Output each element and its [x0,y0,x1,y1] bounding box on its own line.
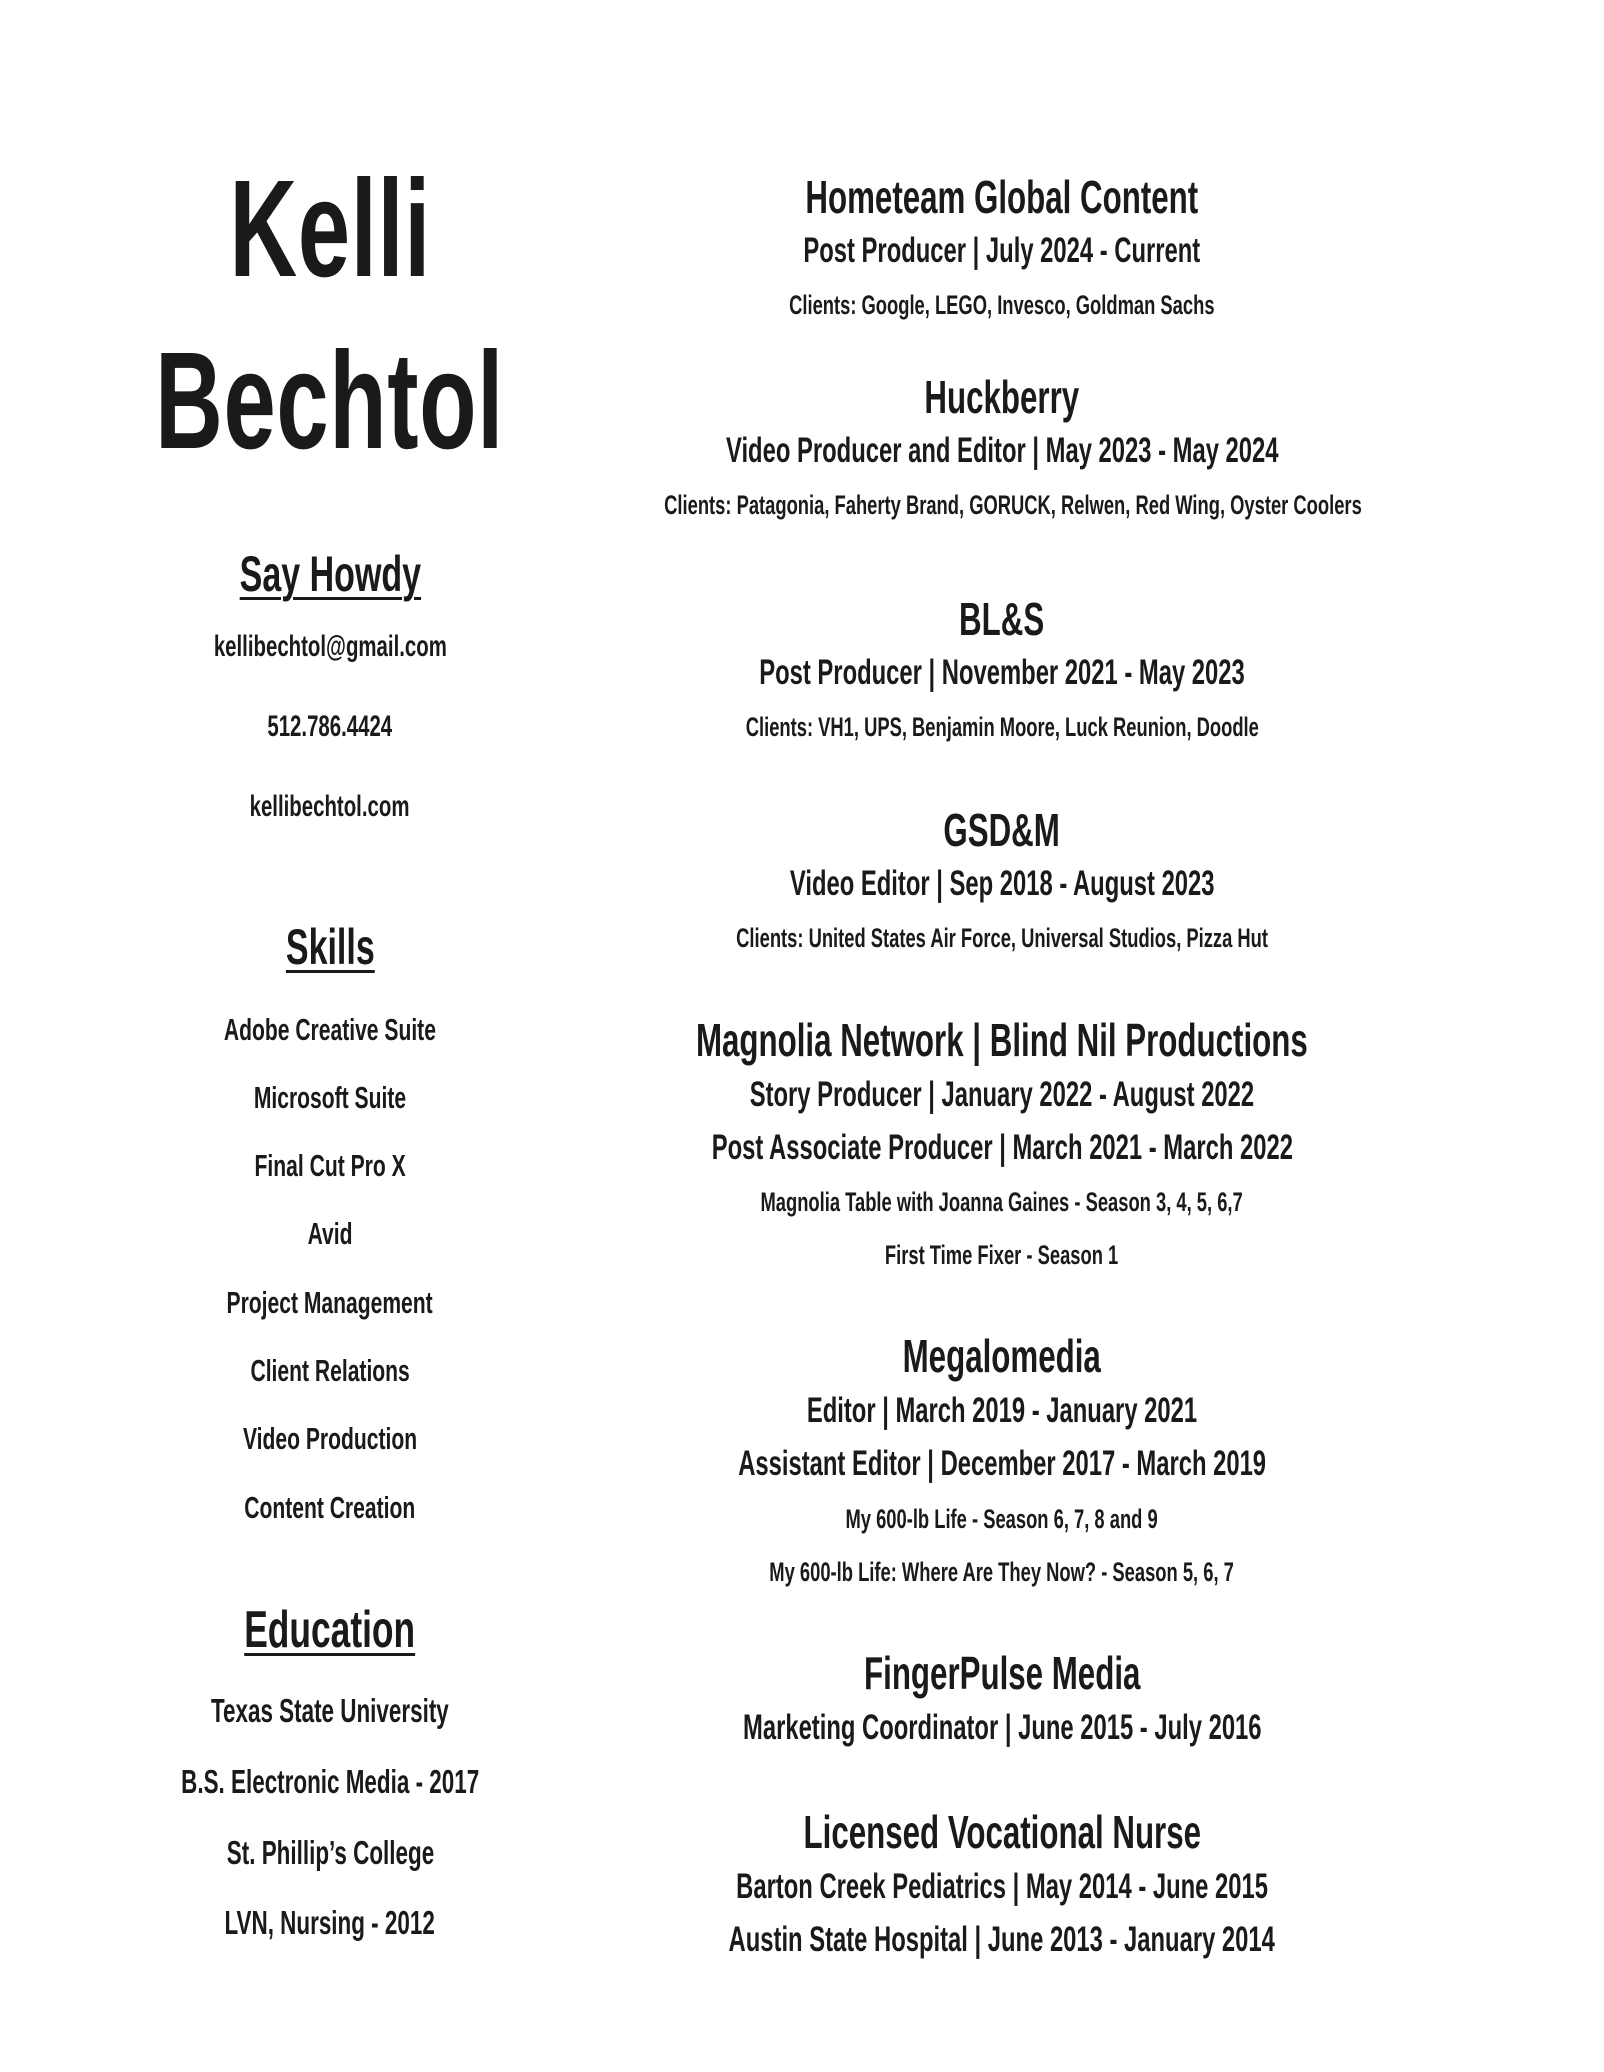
company-name: Megalomedia [902,1330,1102,1382]
company-name: Magnolia Network | Blind Nil Productions [696,1014,1308,1066]
skill-item: Microsoft Suite [253,1080,407,1115]
education-item: B.S. Electronic Media - 2017 [180,1763,480,1800]
job-role: Editor | March 2019 - January 2021 [806,1391,1198,1430]
company-name: BL&S [959,593,1045,645]
education-item: St. Phillip’s College [226,1834,434,1871]
education-item: Texas State University [211,1692,449,1729]
company-name: FingerPulse Media [863,1647,1141,1699]
job-clients: Clients: Google, LEGO, Invesco, Goldman Sachs [789,290,1215,320]
company-name: Licensed Vocational Nurse [803,1806,1201,1858]
company-name: GSD&M [943,804,1061,856]
job-role: Video Editor | Sep 2018 - August 2023 [789,864,1215,903]
website-link[interactable]: kellibechtol.com [250,790,410,823]
job-clients: Clients: Patagonia, Faherty Brand, GORUCK, Relwen, Red Wing, Oyster Coolers [664,490,1362,520]
skill-item: Adobe Creative Suite [223,1012,437,1047]
company-name: Huckberry [924,371,1080,423]
job-role: Video Producer and Editor | May 2023 - May 2024 [725,431,1279,470]
skill-item: Client Relations [250,1353,410,1388]
show-credit: My 600-lb Life - Season 6, 7, 8 and 9 [845,1504,1159,1534]
job-role: Barton Creek Pediatrics | May 2014 - June 2015 [736,1867,1268,1906]
skill-item: Content Creation [244,1490,416,1525]
education-item: LVN, Nursing - 2012 [224,1904,436,1941]
job-role: Austin State Hospital | June 2013 - January 2014 [728,1920,1276,1959]
job-role: Assistant Editor | December 2017 - March 2019 [738,1444,1266,1483]
job-clients: Clients: VH1, UPS, Benjamin Moore, Luck Reunion, Doodle [745,712,1259,742]
email-link[interactable]: kellibechtol@gmail.com [213,630,447,663]
job-role: Post Producer | July 2024 - Current [803,231,1201,270]
skill-item: Video Production [242,1421,418,1456]
company-name: Hometeam Global Content [805,171,1199,223]
job-role: Story Producer | January 2022 - August 2022 [749,1075,1255,1114]
show-credit: Magnolia Table with Joanna Gaines - Season 3, 4, 5, 6,7 [760,1187,1244,1217]
contact-heading: Say Howdy [239,546,421,602]
education-heading: Education [244,1601,416,1659]
job-role: Post Associate Producer | March 2021 - March 2022 [711,1128,1293,1167]
name-last: Bechtol [155,324,505,478]
job-clients: Clients: United States Air Force, Universal Studios, Pizza Hut [736,923,1268,953]
show-credit: First Time Fixer - Season 1 [885,1240,1119,1270]
skills-heading: Skills [285,919,375,975]
skill-item: Final Cut Pro X [254,1148,406,1183]
skill-item: Project Management [226,1285,434,1320]
job-role: Post Producer | November 2021 - May 2023 [759,653,1245,692]
skill-item: Avid [307,1216,353,1251]
phone-number[interactable]: 512.786.4424 [267,710,393,743]
name-first: Kelli [229,152,431,306]
job-role: Marketing Coordinator | June 2015 - July 2016 [742,1708,1262,1747]
show-credit: My 600-lb Life: Where Are They Now? - Season 5, 6, 7 [769,1557,1235,1587]
